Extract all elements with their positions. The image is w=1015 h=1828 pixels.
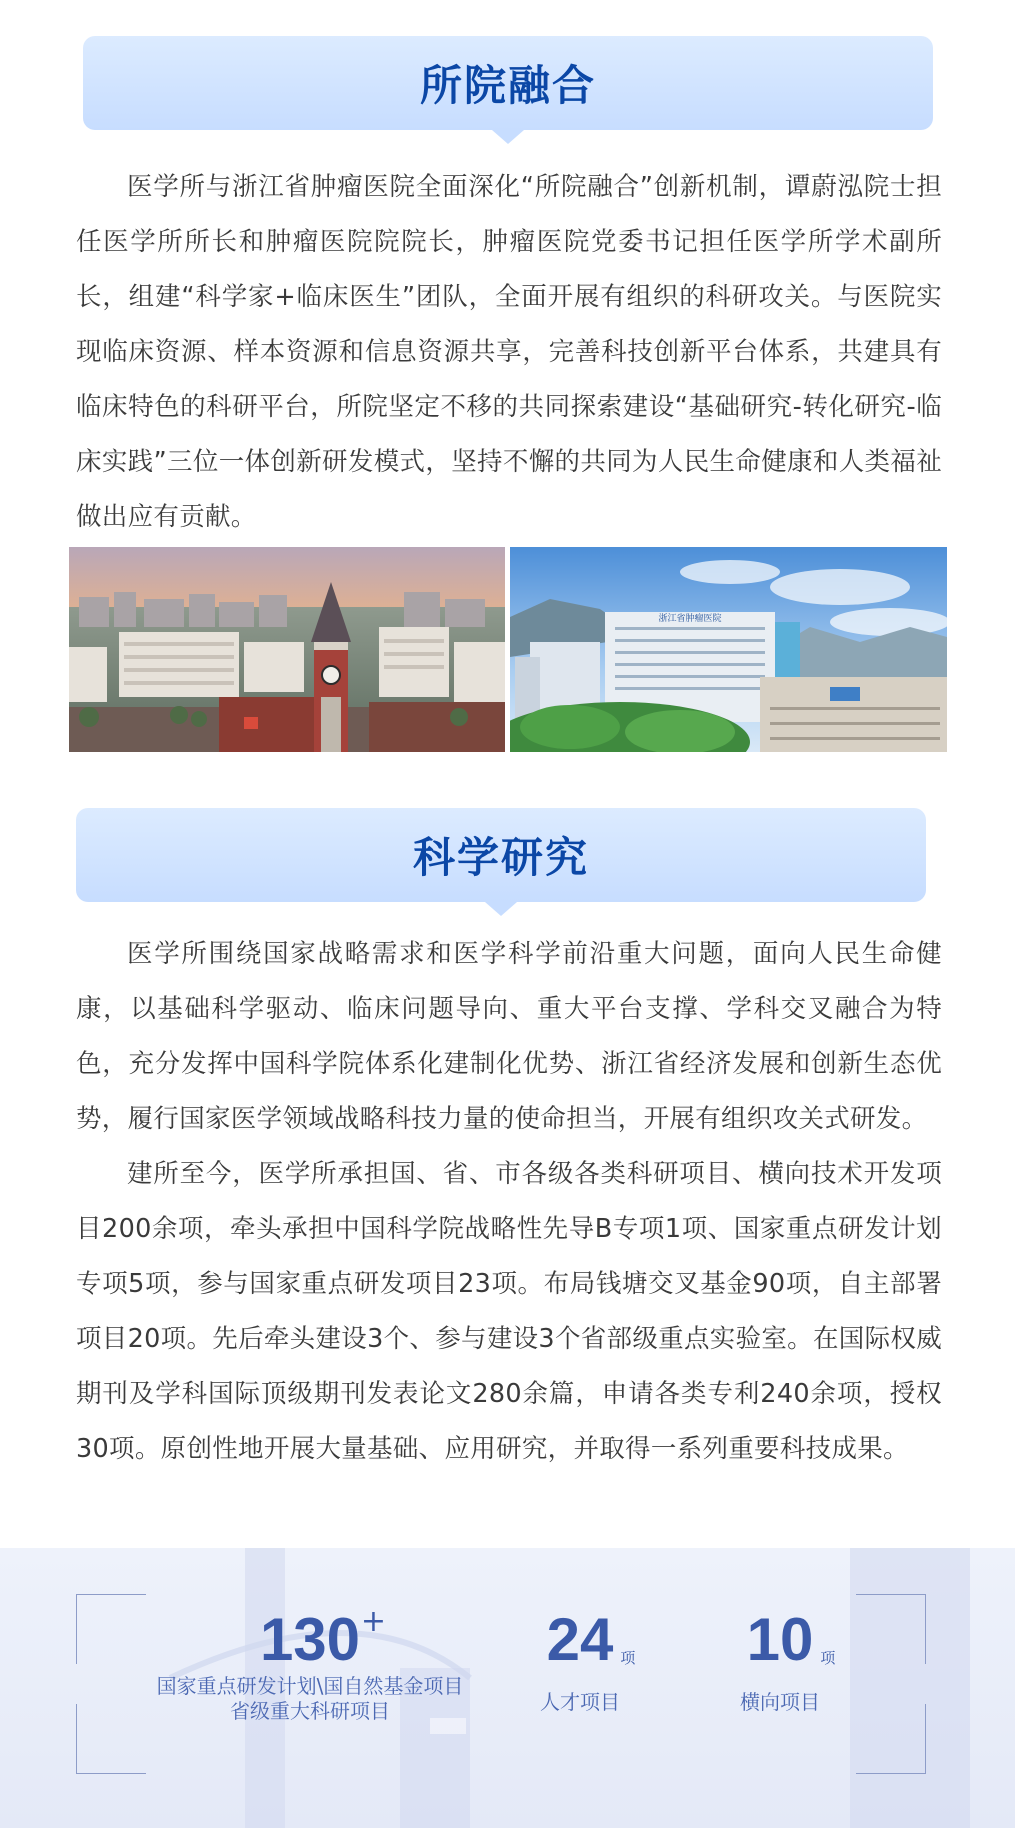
stat-research-projects <box>140 1604 480 1724</box>
stat-label: 横向项目 <box>740 1690 820 1714</box>
research-paragraph-2: 建所至今，医学所承担国、省、市各级各类科研项目、横向技术开发项目200余项，牵头承担中国科学院战略性先导B专项1项、国家重点研发计划专项5项，参与国家重点研发项目23项。布局钱塘交叉基金90项，自主部署项目20项。先后牵头建设3个、参与建设3个省部级重点实验室。在国际权威期刊及学科国际顶级期刊发表论文280余篇，申请各类专利240余项，授权30项。原创性地开展大量基础、应用研究，并取得一系列重要科技成果。 <box>76 1159 942 1464</box>
stat-talent-projects <box>520 1606 640 1715</box>
stat-label: 人才项目 <box>540 1690 620 1714</box>
stat-label: 国家重点研发计划\国自然基金项目 <box>156 1674 464 1698</box>
stats-band <box>0 1548 1015 1828</box>
hospital-photo <box>510 547 947 752</box>
corner-frame <box>856 1704 926 1774</box>
stat-plus: + <box>360 1604 387 1639</box>
integration-paragraph: 医学所与浙江省肿瘤医院全面深化“所院融合”创新机制，谭蔚泓院士担任医学所所长和肿瘤医院院院长，肿瘤医院党委书记担任医学所学术副所长，组建“科学家+临床医生”团队，全面开展有组织的科研攻关。与医院实现临床资源、样本资源和信息资源共享，完善科技创新平台体系，共建具有临床特色的科研平台，所院坚定不移的共同探索建设“基础研究-转化研究-临床实践”三位一体创新研发模式，坚持不懈的共同为人民生命健康和人类福祉做出应有贡献。 <box>76 172 942 532</box>
stat-label: 省级重大科研项目 <box>230 1699 390 1723</box>
stat-number: 130 <box>259 1606 361 1673</box>
section-title: 所院融合 <box>419 61 596 110</box>
stat-number: 24 <box>546 1606 614 1673</box>
research-paragraph-1: 医学所围绕国家战略需求和医学科学前沿重大问题，面向人民生命健康，以基础科学驱动、临床问题导向、重大平台支撑、学科交叉融合为特色，充分发挥中国科学院体系化建制化优势、浙江省经济发展和创新生态优势，履行国家医学领域战略科技力量的使命担当，开展有组织攻关式研发。 <box>76 939 942 1134</box>
stat-unit: 项 <box>820 1649 836 1667</box>
section-title: 科学研究 <box>412 833 589 882</box>
campus-photo <box>69 547 505 752</box>
stat-horizontal-projects <box>720 1606 840 1715</box>
section-banner-research <box>76 808 926 902</box>
stat-number: 10 <box>746 1606 814 1673</box>
section-banner-integration <box>83 36 933 130</box>
corner-frame <box>76 1594 146 1664</box>
stat-unit: 项 <box>620 1649 636 1667</box>
corner-frame <box>76 1704 146 1774</box>
hospital-sign: 浙江省肿瘤医院 <box>658 614 722 624</box>
corner-frame <box>856 1594 926 1664</box>
